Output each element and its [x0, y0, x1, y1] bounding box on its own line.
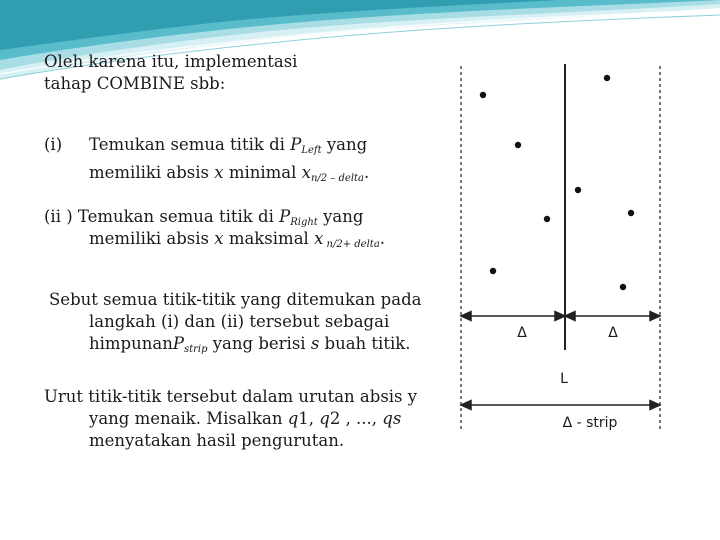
delta-right-label: Δ — [608, 325, 618, 341]
strip-subscript: strip — [183, 344, 208, 355]
x-symbol: x — [314, 229, 324, 248]
step-1-text — [89, 134, 369, 190]
n-minus-delta-subscript: n/2 – delta — [310, 173, 364, 184]
step-2-text-a: (ii ) Temukan semua titik di — [44, 207, 280, 226]
step-2-line-2 — [89, 228, 385, 256]
point — [515, 142, 521, 148]
para-2-line-2 — [89, 408, 401, 430]
left-subscript: Left — [301, 145, 322, 156]
para-2-line-3: menyatakan hasil pengurutan. — [89, 431, 345, 450]
step-1-marker: (i) — [44, 135, 63, 154]
step-2-text-c: memiliki absis — [89, 229, 215, 248]
para-1-text-c: buah titik. — [319, 334, 411, 353]
x-symbol: x — [301, 163, 311, 182]
para-1-line-2: langkah (i) dan (ii) tersebut sebagai — [89, 312, 390, 331]
point — [628, 210, 634, 216]
delta-arrows — [461, 312, 660, 321]
period: . — [379, 229, 386, 248]
p-symbol: P — [279, 207, 291, 226]
step-1-line-2 — [89, 162, 369, 190]
para-1-line-3 — [89, 333, 410, 361]
s-symbol: s — [310, 334, 320, 353]
p-symbol: P — [290, 135, 302, 154]
qs-symbol: qs — [382, 409, 402, 428]
delta-left-label: Δ — [517, 325, 527, 341]
para-1-text-a: himpunan — [89, 334, 173, 353]
step-1-text-c: memiliki absis — [89, 163, 215, 182]
right-subscript: Right — [290, 217, 318, 228]
delta-strip-label: Δ - strip — [562, 415, 618, 431]
para-1-line-1: Sebut semua titik-titik yang ditemukan pada — [49, 290, 422, 309]
intro-text — [44, 51, 297, 95]
para-2-text-c: 2 , ..., — [329, 409, 383, 428]
para-1-text-b: yang berisi — [207, 334, 311, 353]
q-symbol: q — [319, 409, 330, 428]
x-symbol: x — [214, 163, 224, 182]
point — [480, 92, 486, 98]
point — [604, 75, 610, 81]
step-1-line-1 — [89, 134, 369, 162]
line-l-label: L — [560, 371, 568, 387]
para-2-text-a: yang menaik. Misalkan — [89, 409, 288, 428]
step-1-text-b: yang — [321, 135, 368, 154]
para-2-text-b: 1, — [298, 409, 320, 428]
period: . — [364, 163, 370, 182]
step-1-text-a: Temukan semua titik di — [89, 135, 291, 154]
q-symbol: q — [287, 409, 299, 428]
x-symbol: x — [214, 229, 224, 248]
intro-line-2: tahap COMBINE sbb: — [44, 74, 226, 93]
step-1-text-d: minimal — [223, 163, 302, 182]
p-symbol: P — [172, 334, 184, 353]
point — [620, 284, 626, 290]
para-2-line-1: Urut titik-titik tersebut dalam urutan absis y — [44, 387, 418, 406]
step-2-text-b: yang — [317, 207, 364, 226]
point — [490, 268, 496, 274]
point — [544, 216, 550, 222]
intro-line-1: Oleh karena itu, implementasi — [44, 52, 298, 71]
step-2-text-d: maksimal — [223, 229, 315, 248]
strip-arrow — [461, 401, 660, 410]
strip-diagram — [455, 60, 665, 440]
point — [575, 187, 581, 193]
n-plus-delta-subscript: n/2+ delta — [323, 239, 380, 250]
